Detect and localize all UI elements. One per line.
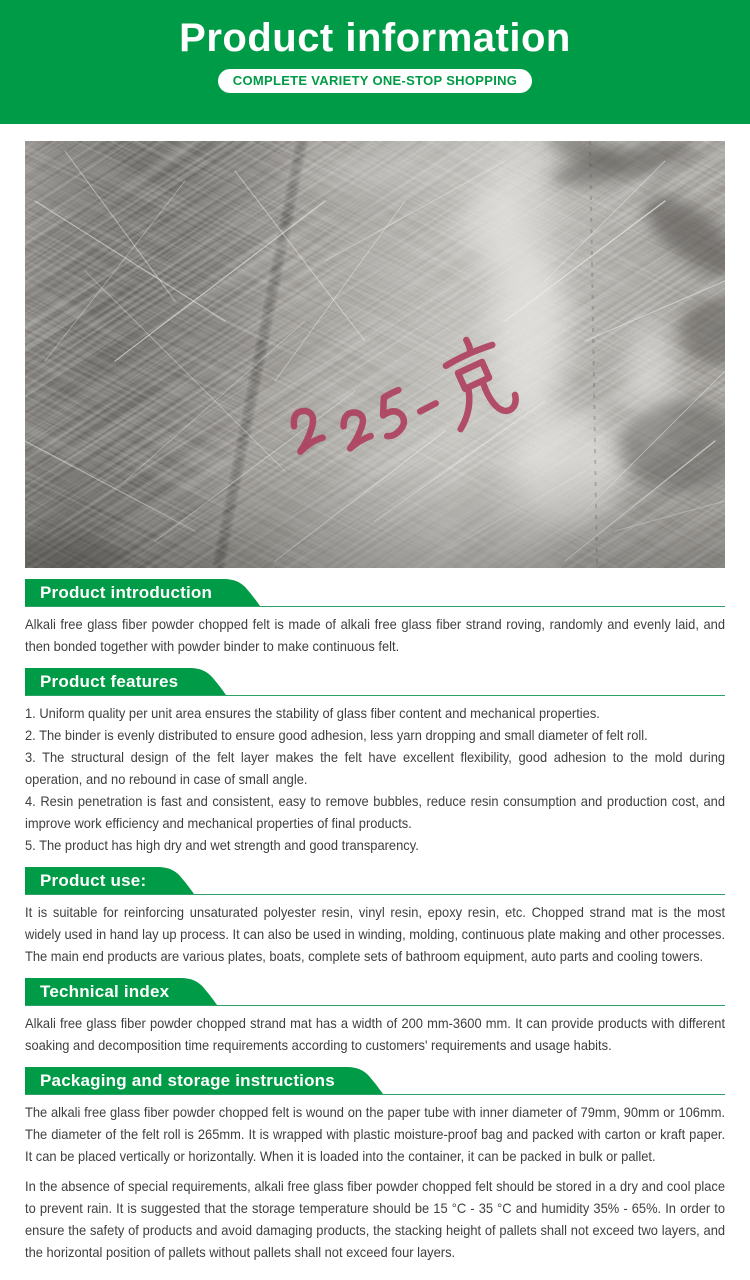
section-heading: Product use: <box>25 867 152 894</box>
product-photo <box>25 141 725 568</box>
section-features <box>25 668 725 856</box>
section-heading: Packaging and storage instructions <box>25 1067 341 1094</box>
section-body <box>25 613 725 657</box>
section-heading: Product features <box>25 668 184 695</box>
ribbon-tail-shape <box>341 1067 383 1094</box>
section-use <box>25 867 725 967</box>
feature-item: 3. The structural design of the felt layer makes the felt have excellent flexibility, good adhesion to the mold during operation, and no rebound in case of small angle. <box>25 749 726 787</box>
section-heading: Technical index <box>25 978 175 1005</box>
feature-item: 2. The binder is evenly distributed to ensure good adhesion, less yarn dropping and small diameter of felt roll. <box>25 727 648 743</box>
section-technical <box>25 978 725 1056</box>
section-body <box>25 1101 725 1263</box>
section-body <box>25 1012 725 1056</box>
feature-item: 1. Uniform quality per unit area ensures the stability of glass fiber content and mechanical properties. <box>25 705 600 721</box>
section-rule <box>25 978 725 1006</box>
section-rule <box>25 1067 725 1095</box>
paragraph: Alkali free glass fiber powder chopped strand mat has a width of 200 mm-3600 mm. It can provide products with different soaking and decomposition time requirements according to customers' requirements and usage habits. <box>25 1015 726 1053</box>
section-body <box>25 702 725 856</box>
ribbon-tail-shape <box>218 579 260 606</box>
section-introduction <box>25 579 725 657</box>
paragraph: It is suitable for reinforcing unsaturated polyester resin, vinyl resin, epoxy resin, etc. Chopped strand mat is the most widely used in hand lay up process. It can also be used in winding, molding, continuous plate making and other processes. The main end products are various plates, boats, complete sets of bathroom equipment, auto parts and cooling towers. <box>25 904 726 964</box>
paragraph: The alkali free glass fiber powder chopped felt is wound on the paper tube with inner diameter of 79mm, 90mm or 106mm. The diameter of the felt roll is 265mm. It is wrapped with plastic moisture-proof bag and packed with carton or kraft paper. It can be placed vertically or horizontally. When it is loaded into the container, it can be packed in bulk or pallet. <box>25 1104 726 1164</box>
header-badge: COMPLETE VARIETY ONE-STOP SHOPPING <box>218 69 532 93</box>
section-heading-ribbon <box>25 867 725 894</box>
section-rule <box>25 579 725 607</box>
content-area <box>25 141 725 1263</box>
feature-item: 4. Resin penetration is fast and consistent, easy to remove bubbles, reduce resin consumption and production cost, and improve work efficiency and mechanical properties of final products. <box>25 793 726 831</box>
paragraph: In the absence of special requirements, alkali free glass fiber powder chopped felt should be stored in a dry and cool place to prevent rain. It is suggested that the storage temperature should be 15 °C - 35 °C and humidity 35% - 65%. In order to ensure the safety of products and avoid damaging products, the stacking height of pallets shall not exceed two layers, and the horizontal position of pallets without pallets shall not exceed four layers. <box>25 1178 726 1260</box>
section-heading-ribbon <box>25 668 725 695</box>
section-heading-ribbon <box>25 978 725 1005</box>
section-heading: Product introduction <box>25 579 218 606</box>
feature-item: 5. The product has high dry and wet strength and good transparency. <box>25 837 419 853</box>
ribbon-tail-shape <box>184 668 226 695</box>
section-rule <box>25 668 725 696</box>
section-heading-ribbon <box>25 1067 725 1094</box>
section-rule <box>25 867 725 895</box>
page-header <box>0 0 750 124</box>
section-body <box>25 901 725 967</box>
paragraph: Alkali free glass fiber powder chopped felt is made of alkali free glass fiber strand roving, randomly and evenly laid, and then bonded together with powder binder to make continuous felt. <box>25 616 726 654</box>
ribbon-tail-shape <box>175 978 217 1005</box>
section-packaging <box>25 1067 725 1263</box>
ribbon-tail-shape <box>152 867 194 894</box>
page-title: Product information <box>179 16 571 60</box>
fiberglass-mat-image <box>25 141 725 568</box>
section-heading-ribbon <box>25 579 725 606</box>
